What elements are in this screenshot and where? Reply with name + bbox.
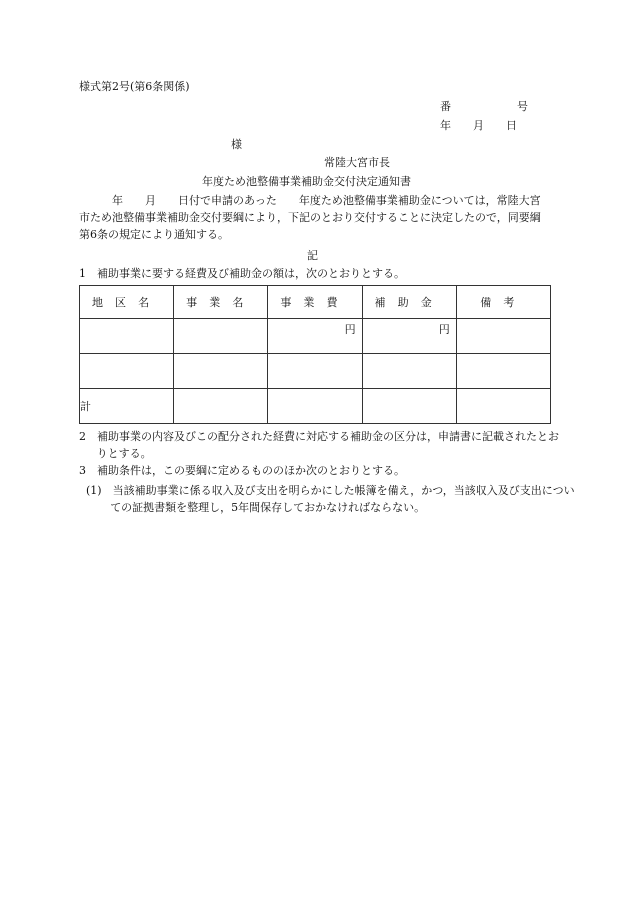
cell-subsidy — [362, 389, 456, 424]
cell-project-cost — [268, 354, 362, 389]
issuer: 常陸大宮市長 — [324, 156, 390, 169]
subsidy-table — [79, 285, 551, 424]
cell-project-cost — [268, 319, 362, 354]
document-number-label: 番 号 — [440, 100, 528, 113]
cell-remarks — [456, 389, 550, 424]
cell-remarks — [456, 354, 550, 389]
body-paragraph: 年 月 日付で申請のあった 年度ため池整備事業補助金については，常陸大宮市ため池整備事業補助金交付要綱により，下記のとおり交付することに決定したので，同要綱第6条の規定により通知する。 — [79, 194, 541, 241]
item-2: 2 補助事業の内容及びこの配分された経費に対応する補助金の区分は，申請書に記載されたとおりとする。 — [79, 430, 559, 460]
document-date-label: 年 月 日 — [440, 119, 517, 132]
cell-subsidy — [362, 319, 456, 354]
ki-label: 記 — [307, 249, 318, 262]
form-id: 様式第2号(第6条関係) — [79, 80, 190, 93]
item-3: 3 補助条件は，この要綱に定めるもののほか次のとおりとする。 — [79, 464, 405, 477]
header-subsidy: 補助金 — [362, 286, 456, 319]
total-label: 計 — [80, 389, 174, 424]
cell-subsidy — [362, 354, 456, 389]
cell-district — [80, 319, 174, 354]
item-1: 1 補助事業に要する経費及び補助金の額は，次のとおりとする。 — [79, 267, 405, 280]
addressee-suffix: 様 — [231, 138, 242, 151]
cell-project-name — [174, 389, 268, 424]
cell-project-cost — [268, 389, 362, 424]
unit-yen: 円 — [344, 323, 356, 336]
header-district: 地区名 — [80, 286, 174, 319]
document-title: 年度ため池整備事業補助金交付決定通知書 — [202, 175, 411, 188]
cell-project-name — [174, 354, 268, 389]
header-project-name: 事業名 — [174, 286, 268, 319]
cell-remarks — [456, 319, 550, 354]
item-3-1: (1) 当該補助事業に係る収入及び支出を明らかにした帳簿を備え，かつ，当該収入及び支出についての証拠書類を整理し，5年間保存しておかなければならない。 — [86, 484, 575, 514]
unit-yen: 円 — [438, 323, 450, 336]
cell-project-name — [174, 319, 268, 354]
header-remarks: 備考 — [456, 286, 550, 319]
header-project-cost: 事業費 — [268, 286, 362, 319]
cell-district — [80, 354, 174, 389]
